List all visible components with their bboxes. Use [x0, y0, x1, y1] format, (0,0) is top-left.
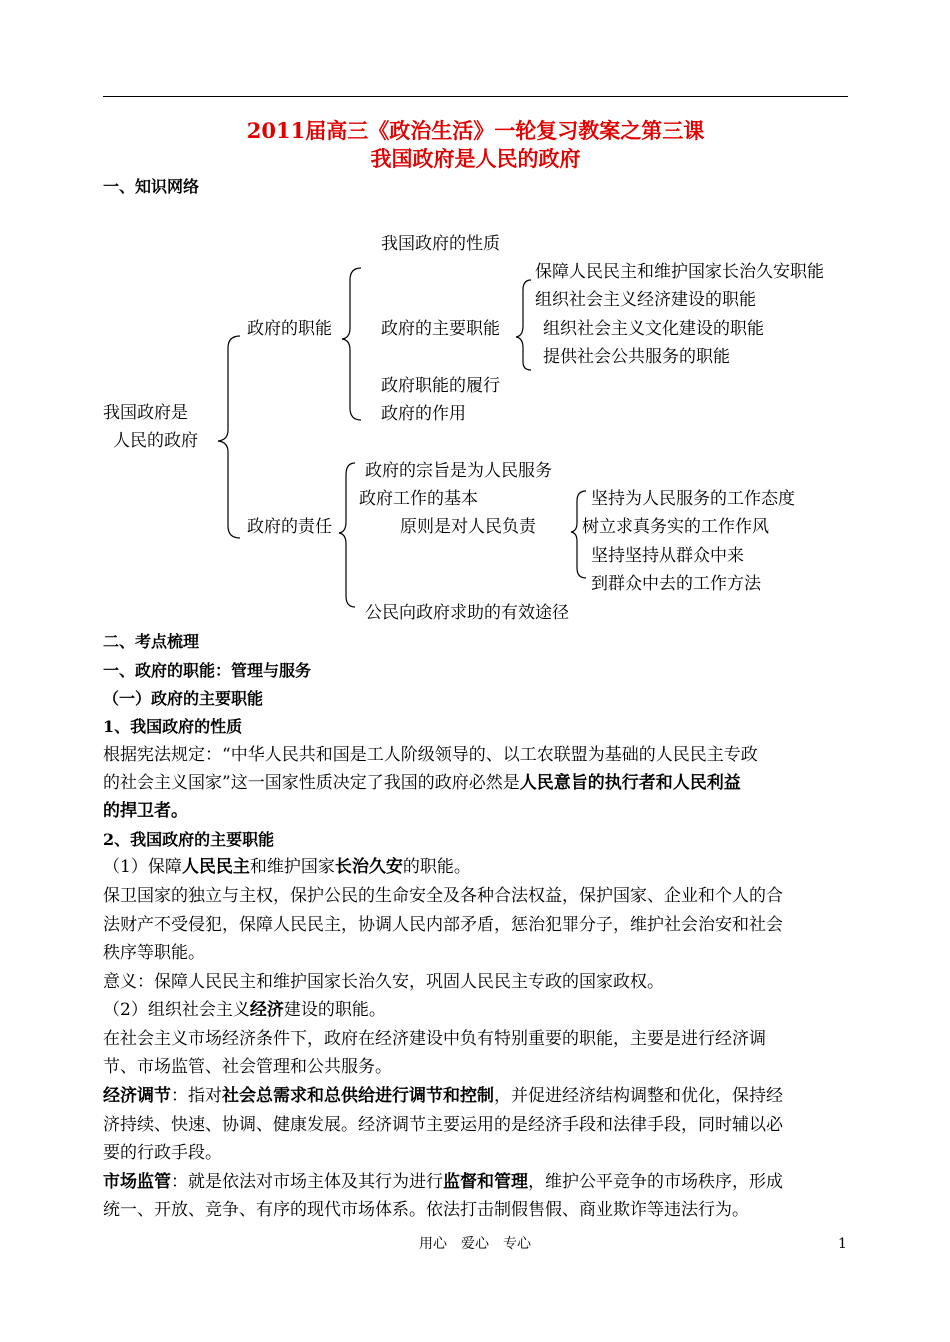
node-pr1: 坚持为人民服务的工作态度: [591, 489, 795, 509]
node-purpose: 政府的宗旨是为人民服务: [365, 461, 552, 481]
market-line1: 市场监管：就是依法对市场主体及其行为进行监督和管理，维护公平竞争的市场秩序，形成: [103, 1172, 783, 1192]
econ-line2: 济持续、快速、协调、健康发展。经济调节主要运用的是经济手段和法律手段，同时辅以必: [103, 1115, 783, 1135]
market-line2: 统一、开放、竞争、有序的现代市场体系。依法打击制假售假、商业欺诈等违法行为。: [103, 1200, 749, 1220]
function2-heading: （2）组织社会主义经济建设的职能。: [103, 1000, 386, 1020]
heading-item2: 2、我国政府的主要职能: [103, 830, 275, 849]
para2-line2: 法财产不受侵犯，保障人民民主，协调人民内部矛盾，惩治犯罪分子，维护社会治安和社会: [103, 915, 783, 935]
heading-item1: 1、我国政府的性质: [103, 717, 243, 736]
para1-line2: 的社会主义国家”这一国家性质决定了我国的政府必然是人民意旨的执行者和人民利益: [103, 773, 741, 793]
section-heading-network: 一、知识网络: [103, 177, 200, 196]
page-number: 1: [838, 1236, 847, 1252]
document-subtitle: 我国政府是人民的政府: [370, 146, 581, 171]
node-functions: 政府的职能: [247, 319, 332, 339]
node-mf4: 提供社会公共服务的职能: [543, 347, 730, 367]
node-channel: 公民向政府求助的有效途径: [365, 603, 569, 623]
econ-line1: 经济调节：指对社会总需求和总供给进行调节和控制，并促进经济结构调整和优化，保持经: [103, 1086, 783, 1106]
para3-line2: 节、市场监管、社会管理和公共服务。: [103, 1057, 392, 1077]
para2-line1: 保卫国家的独立与主权，保护公民的生命安全及各种合法权益，保护国家、企业和个人的合: [103, 886, 783, 906]
para1-line3: 的捍卫者。: [103, 801, 188, 821]
section-heading-points: 二、考点梳理: [103, 632, 200, 651]
heading-part1: 一、政府的职能：管理与服务: [103, 661, 312, 680]
node-role: 政府的作用: [381, 404, 466, 424]
node-fulfill: 政府职能的履行: [381, 376, 500, 396]
node-pr2: 树立求真务实的工作作风: [582, 517, 769, 537]
node-mf2: 组织社会主义经济建设的职能: [535, 290, 756, 310]
heading-sub1: （一）政府的主要职能: [103, 689, 264, 708]
brace-main-functions: [516, 280, 531, 370]
meaning-line: 意义：保障人民民主和维护国家长治久安，巩固人民民主专政的国家政权。: [103, 972, 664, 992]
econ-line3: 要的行政手段。: [103, 1143, 222, 1163]
brace-responsibility: [339, 463, 355, 607]
node-principle-line2: 原则是对人民负责: [400, 517, 536, 537]
function1-heading: （1）保障人民民主和维护国家长治久安的职能。: [103, 857, 471, 877]
para3-line1: 在社会主义市场经济条件下，政府在经济建设中负有特别重要的职能，主要是进行经济调: [103, 1029, 766, 1049]
brace-root: [218, 336, 240, 538]
para2-line3: 秩序等职能。: [103, 943, 205, 963]
node-principle-line1: 政府工作的基本: [359, 489, 478, 509]
node-nature: 我国政府的性质: [381, 234, 500, 254]
node-root-line1: 我国政府是: [103, 403, 188, 423]
brace-functions: [342, 268, 361, 420]
node-mf1: 保障人民民主和维护国家长治久安职能: [535, 262, 824, 282]
page-footer: 用心 爱心 专心: [419, 1236, 531, 1252]
node-main-functions: 政府的主要职能: [381, 319, 500, 339]
document-title: 2011届高三《政治生活》一轮复习教案之第三课: [246, 118, 705, 143]
node-root-line2: 人民的政府: [113, 431, 198, 451]
para1-line1: 根据宪法规定：“中华人民共和国是工人阶级领导的、以工农联盟为基础的人民民主专政: [103, 745, 758, 765]
brace-principle: [571, 491, 586, 578]
node-responsibility: 政府的责任: [247, 517, 332, 537]
node-mf3: 组织社会主义文化建设的职能: [543, 319, 764, 339]
node-pr3: 坚持坚持从群众中来: [591, 546, 744, 566]
node-pr4: 到群众中去的工作方法: [591, 574, 761, 594]
